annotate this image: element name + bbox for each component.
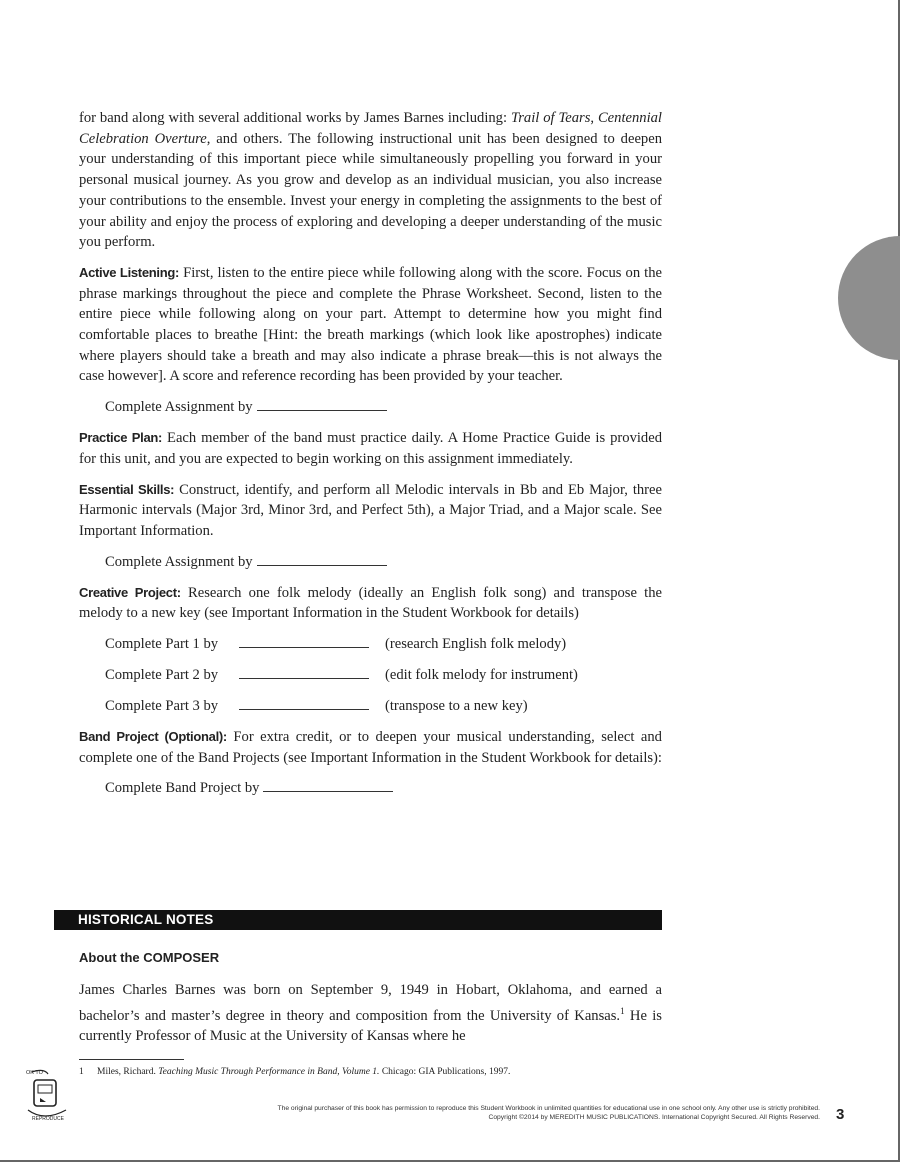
part-label: Complete Part 1 by: [105, 636, 219, 653]
assignment-label: Complete Band Project by: [105, 780, 260, 797]
essential-skills-assignment: [105, 552, 662, 573]
essential-skills-paragraph: [79, 480, 662, 542]
composer-bio: [79, 980, 662, 1047]
intro-text-a: for band along with several additional works by James Barnes including:: [79, 110, 511, 126]
footnote-number: 1: [79, 1067, 84, 1077]
about-composer-subhead: About the COMPOSER: [79, 950, 220, 965]
svg-text:REPRODUCE: REPRODUCE: [32, 1116, 64, 1122]
active-listening-paragraph: [79, 263, 662, 387]
footnote-ref[interactable]: 1: [620, 1005, 625, 1016]
creative-project-label: Creative Project:: [79, 584, 181, 600]
due-date-blank[interactable]: [239, 697, 369, 710]
intro-title-overture: Centennial Celebration Overture: [79, 110, 662, 147]
part-note: (research English folk melody): [385, 636, 567, 653]
footnote-title: Teaching Music Through Performance in Band, Volume 1.: [158, 1067, 380, 1077]
footnote-rest: Chicago: GIA Publications, 1997.: [379, 1067, 511, 1077]
creative-project-paragraph: [79, 583, 662, 624]
creative-part-2: [105, 665, 662, 686]
creative-part-1: [105, 634, 662, 655]
due-date-blank[interactable]: [239, 666, 369, 679]
band-project-assignment: [105, 778, 662, 799]
main-content: [79, 108, 662, 809]
essential-skills-text: Construct, identify, and perform all Melodic intervals in Bb and Eb Major, three Harmonic intervals (Major 3rd, Minor 3rd, and Perfect 5th), a Major Triad, and a Major scale. See Important Information.: [79, 481, 662, 539]
legal-line-2: Copyright ©2014 by MEREDITH MUSIC PUBLICATIONS. International Copyright Secured. All Rights Reserved.: [488, 1114, 820, 1121]
due-date-blank[interactable]: [239, 635, 369, 648]
footnote-author: Miles, Richard.: [97, 1067, 159, 1077]
bio-text-end: He is currently Professor of Music at the University of Kansas where he: [79, 1007, 662, 1045]
assignment-label: Complete Assignment by: [105, 553, 253, 570]
part-note: (edit folk melody for instrument): [385, 667, 578, 684]
part-note: (transpose to a new key): [385, 698, 528, 715]
intro-text-b: ,: [590, 110, 598, 126]
footnote: [79, 1067, 510, 1077]
copyright-notice: [60, 1104, 820, 1122]
band-project-paragraph: [79, 727, 662, 768]
practice-plan-paragraph: [79, 428, 662, 469]
active-listening-label: Active Listening:: [79, 264, 180, 280]
creative-part-3: [105, 696, 662, 717]
legal-line-1: The original purchaser of this book has permission to reproduce this Student Workbook in unlimited quantities for educational use in one school only. Any other use is strictly prohibited.: [277, 1105, 820, 1112]
creative-project-text: Research one folk melody (ideally an English folk song) and transpose the melody to a new key (see Important Information in the Student Workbook for details): [79, 584, 662, 622]
due-date-blank[interactable]: [257, 553, 387, 566]
intro-paragraph: [79, 108, 662, 253]
band-project-label: Band Project (Optional):: [79, 729, 227, 745]
active-listening-text: First, listen to the entire piece while following along with the score. Focus on the phrase markings throughout the piece and complete the Phrase Worksheet. Second, listen to the entire piece while following along on your part. Attempt to determine how you might find comfortable places to breathe [Hint: the breath markings (which look like apostrophes) indicate where players should take a breath and may also indicate a phrase break—this is not always the case however]. A score and reference recording has been provided by your teacher.: [79, 264, 662, 385]
intro-text-c: , and others. The following instructional unit has been designed to deepen your understanding of this important piece while simultaneously propelling you forward in your personal musical journey. As you grow and develop as an individual musician, you also increase your contributions to the ensemble. Invest your energy in completing the assignments to the best of your ability and enjoy the process of exploring and developing a deeper understanding of the music you perform.: [79, 130, 662, 251]
intro-title-trail: Trail of Tears: [510, 110, 591, 126]
bio-text: James Charles Barnes was born on September 9, 1949 in Hobart, Oklahoma, and earned a bachelor’s and master’s degree in theory and composition from the University of Kansas.: [79, 982, 662, 1024]
essential-skills-label: Essential Skills:: [79, 481, 175, 497]
page-number: 3: [836, 1106, 845, 1123]
part-label: Complete Part 3 by: [105, 698, 219, 715]
part-label: Complete Part 2 by: [105, 667, 219, 684]
svg-text:OK TO: OK TO: [26, 1070, 43, 1076]
practice-plan-text: Each member of the band must practice daily. A Home Practice Guide is provided for this unit, and you are expected to begin working on this assignment immediately.: [79, 430, 662, 467]
active-listening-assignment: [105, 397, 662, 418]
band-project-text: For extra credit, or to deepen your musical understanding, select and complete one of the Band Projects (see Important Information in the Student Workbook for details):: [79, 729, 662, 766]
assignment-label: Complete Assignment by: [105, 399, 253, 416]
footnote-rule: [79, 1059, 184, 1060]
historical-notes-heading: HISTORICAL NOTES: [54, 910, 662, 930]
due-date-blank[interactable]: [263, 779, 393, 792]
due-date-blank[interactable]: [257, 398, 387, 411]
practice-plan-label: Practice Plan:: [79, 430, 163, 446]
